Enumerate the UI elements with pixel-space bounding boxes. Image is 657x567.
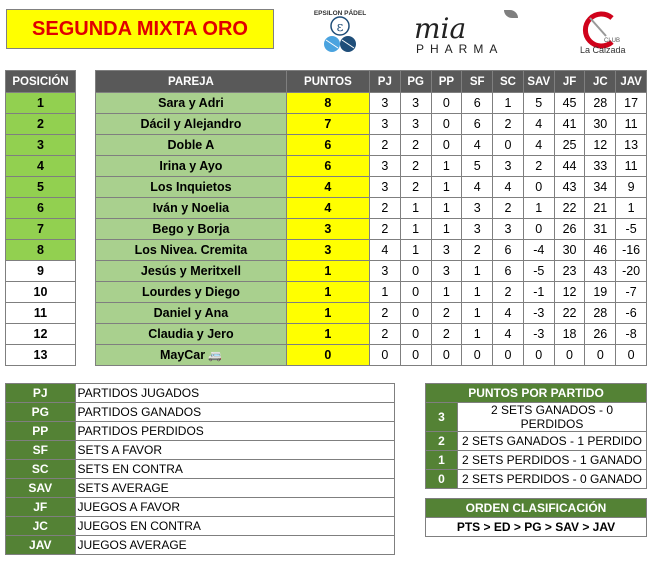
legend-value: JUEGOS EN CONTRA xyxy=(75,517,394,536)
stat-cell-jf: 25 xyxy=(554,135,585,156)
epsilon-logo-text: EPSILON PÁDEL xyxy=(313,10,367,17)
header-pp: PP xyxy=(431,71,462,93)
legend-key: PG xyxy=(6,403,76,422)
table-row xyxy=(96,324,647,345)
puntos-cell: 6 xyxy=(286,156,369,177)
stat-cell-pg: 1 xyxy=(400,240,431,261)
stat-cell-sc: 6 xyxy=(493,261,524,282)
puntos-por-partido-title: PUNTOS POR PARTIDO xyxy=(426,384,647,403)
legend-key: JC xyxy=(6,517,76,536)
stat-cell-pj: 1 xyxy=(369,282,400,303)
stat-cell-pg: 0 xyxy=(400,345,431,366)
pharma-logo-text: PHARMA xyxy=(416,42,504,56)
legend-row xyxy=(6,441,395,460)
pareja-cell: Sara y Adri xyxy=(96,93,287,114)
header-puntos: PUNTOS xyxy=(286,71,369,93)
stat-cell-pp: 1 xyxy=(431,177,462,198)
stat-cell-jf: 22 xyxy=(554,198,585,219)
calzada-logo-text: La Calzada xyxy=(580,45,626,55)
stat-cell-jc: 28 xyxy=(585,303,616,324)
pareja-cell: Los Inquietos xyxy=(96,177,287,198)
stat-cell-jav: -6 xyxy=(616,303,647,324)
stat-cell-jf: 44 xyxy=(554,156,585,177)
stat-cell-sav: 0 xyxy=(523,219,554,240)
stat-cell-jav: -5 xyxy=(616,219,647,240)
stat-cell-pg: 3 xyxy=(400,114,431,135)
stat-cell-sf: 6 xyxy=(462,93,493,114)
stat-cell-pp: 1 xyxy=(431,156,462,177)
calzada-club-text: CLUB xyxy=(604,38,621,44)
pareja-cell: Lourdes y Diego xyxy=(96,282,287,303)
stat-cell-sc: 0 xyxy=(493,135,524,156)
puntos-cell: 6 xyxy=(286,135,369,156)
stat-cell-pj: 3 xyxy=(369,93,400,114)
table-row xyxy=(96,261,647,282)
stat-cell-jav: 1 xyxy=(616,198,647,219)
header-pg: PG xyxy=(400,71,431,93)
stat-cell-jf: 18 xyxy=(554,324,585,345)
puntos-por-partido-table xyxy=(425,383,647,489)
legend-value: PARTIDOS GANADOS xyxy=(75,403,394,422)
stat-cell-sav: 4 xyxy=(523,114,554,135)
stat-cell-jc: 12 xyxy=(585,135,616,156)
pareja-cell: Jesús y Meritxell xyxy=(96,261,287,282)
legend-value: JUEGOS AVERAGE xyxy=(75,536,394,555)
position-cell: 9 xyxy=(6,261,76,282)
stat-cell-jav: -8 xyxy=(616,324,647,345)
puntos-row xyxy=(426,470,647,489)
puntos-cell: 7 xyxy=(286,114,369,135)
stat-cell-pg: 3 xyxy=(400,93,431,114)
legend-row xyxy=(6,498,395,517)
puntos-value: 2 SETS PERDIDOS - 1 GANADO xyxy=(458,451,647,470)
header-posicion: POSICIÓN xyxy=(6,71,76,93)
puntos-key: 1 xyxy=(426,451,458,470)
stat-cell-sc: 3 xyxy=(493,156,524,177)
puntos-row xyxy=(426,451,647,470)
stat-cell-jav: -20 xyxy=(616,261,647,282)
stat-cell-pg: 0 xyxy=(400,282,431,303)
pareja-cell: Los Nivea. Cremita xyxy=(96,240,287,261)
legend-value: JUEGOS A FAVOR xyxy=(75,498,394,517)
stat-cell-jf: 43 xyxy=(554,177,585,198)
legend-key: PP xyxy=(6,422,76,441)
header-pj: PJ xyxy=(369,71,400,93)
puntos-key: 2 xyxy=(426,432,458,451)
stat-cell-sf: 1 xyxy=(462,261,493,282)
pareja-cell: MayCar 🚐 xyxy=(96,345,287,366)
stat-cell-sc: 2 xyxy=(493,198,524,219)
stat-cell-jav: 11 xyxy=(616,114,647,135)
stat-cell-jf: 12 xyxy=(554,282,585,303)
pareja-cell: Dácil y Alejandro xyxy=(96,114,287,135)
puntos-value: 2 SETS GANADOS - 0 PERDIDOS xyxy=(458,403,647,432)
pareja-cell: Doble A xyxy=(96,135,287,156)
stat-cell-pp: 0 xyxy=(431,93,462,114)
stat-cell-jf: 26 xyxy=(554,219,585,240)
stat-cell-sc: 2 xyxy=(493,114,524,135)
stat-cell-pj: 3 xyxy=(369,156,400,177)
legend-row xyxy=(6,384,395,403)
header-sc: SC xyxy=(493,71,524,93)
puntos-cell: 1 xyxy=(286,303,369,324)
la-calzada-logo xyxy=(570,8,630,56)
table-row xyxy=(96,345,647,366)
header-pareja: PAREJA xyxy=(96,71,287,93)
stat-cell-sc: 0 xyxy=(493,345,524,366)
page-title: SEGUNDA MIXTA ORO xyxy=(6,9,274,49)
table-row xyxy=(96,303,647,324)
table-row xyxy=(96,156,647,177)
pareja-cell: Irina y Ayo xyxy=(96,156,287,177)
stat-cell-pp: 1 xyxy=(431,219,462,240)
stat-cell-sf: 5 xyxy=(462,156,493,177)
header-jf: JF xyxy=(554,71,585,93)
legend-key: SAV xyxy=(6,479,76,498)
legend-value: PARTIDOS JUGADOS xyxy=(75,384,394,403)
stat-cell-sf: 1 xyxy=(462,303,493,324)
stat-cell-sc: 6 xyxy=(493,240,524,261)
puntos-cell: 0 xyxy=(286,345,369,366)
pareja-cell: Bego y Borja xyxy=(96,219,287,240)
orden-clasificacion-title: ORDEN CLASIFICACIÓN xyxy=(426,499,647,518)
stat-cell-sav: 1 xyxy=(523,198,554,219)
stat-cell-jf: 23 xyxy=(554,261,585,282)
legend-row xyxy=(6,422,395,441)
stat-cell-jc: 28 xyxy=(585,93,616,114)
stat-cell-pg: 2 xyxy=(400,177,431,198)
stat-cell-jc: 19 xyxy=(585,282,616,303)
stat-cell-pp: 3 xyxy=(431,240,462,261)
stat-cell-jav: -16 xyxy=(616,240,647,261)
stat-cell-jc: 43 xyxy=(585,261,616,282)
pareja-cell: Iván y Noelia xyxy=(96,198,287,219)
puntos-cell: 1 xyxy=(286,324,369,345)
position-cell: 13 xyxy=(6,345,76,366)
stat-cell-jc: 34 xyxy=(585,177,616,198)
stat-cell-sc: 3 xyxy=(493,219,524,240)
stat-cell-sav: 5 xyxy=(523,93,554,114)
legend-row xyxy=(6,479,395,498)
puntos-cell: 3 xyxy=(286,240,369,261)
stat-cell-pp: 3 xyxy=(431,261,462,282)
stat-cell-sf: 3 xyxy=(462,198,493,219)
legend-row xyxy=(6,460,395,479)
stat-cell-jf: 22 xyxy=(554,303,585,324)
table-row xyxy=(96,198,647,219)
puntos-cell: 1 xyxy=(286,282,369,303)
stat-cell-pp: 1 xyxy=(431,198,462,219)
stat-cell-sf: 4 xyxy=(462,135,493,156)
table-row xyxy=(96,282,647,303)
stat-cell-jf: 30 xyxy=(554,240,585,261)
stat-cell-jav: 0 xyxy=(616,345,647,366)
stat-cell-jf: 41 xyxy=(554,114,585,135)
stat-cell-pg: 1 xyxy=(400,219,431,240)
table-row xyxy=(96,93,647,114)
stat-cell-jc: 0 xyxy=(585,345,616,366)
orden-clasificacion-value: PTS > ED > PG > SAV > JAV xyxy=(426,518,647,537)
stat-cell-sav: -1 xyxy=(523,282,554,303)
stat-cell-pj: 3 xyxy=(369,177,400,198)
stat-cell-sav: -3 xyxy=(523,303,554,324)
stat-cell-pj: 2 xyxy=(369,324,400,345)
header-sav: SAV xyxy=(523,71,554,93)
car-icon: 🚐 xyxy=(205,350,222,362)
puntos-value: 2 SETS PERDIDOS - 0 GANADO xyxy=(458,470,647,489)
stat-cell-pp: 1 xyxy=(431,282,462,303)
header-jc: JC xyxy=(585,71,616,93)
stat-cell-pj: 2 xyxy=(369,135,400,156)
puntos-row xyxy=(426,432,647,451)
legend-key: SC xyxy=(6,460,76,479)
stat-cell-pg: 2 xyxy=(400,156,431,177)
legend-value: SETS AVERAGE xyxy=(75,479,394,498)
stat-cell-pj: 2 xyxy=(369,219,400,240)
stat-cell-sav: 2 xyxy=(523,156,554,177)
legend-key: JF xyxy=(6,498,76,517)
puntos-cell: 4 xyxy=(286,177,369,198)
position-cell: 8 xyxy=(6,240,76,261)
stat-cell-sav: -5 xyxy=(523,261,554,282)
puntos-row xyxy=(426,403,647,432)
stat-cell-sf: 3 xyxy=(462,219,493,240)
stat-cell-pp: 2 xyxy=(431,303,462,324)
legend-key: SF xyxy=(6,441,76,460)
stat-cell-jav: 9 xyxy=(616,177,647,198)
legend-table xyxy=(5,383,395,555)
position-cell: 12 xyxy=(6,324,76,345)
header-jav: JAV xyxy=(616,71,647,93)
table-row xyxy=(96,135,647,156)
mia-pharma-logo xyxy=(404,8,554,58)
stat-cell-jav: 11 xyxy=(616,156,647,177)
stat-cell-sav: 0 xyxy=(523,177,554,198)
stat-cell-sf: 2 xyxy=(462,240,493,261)
stat-cell-jc: 26 xyxy=(585,324,616,345)
stat-cell-jav: 17 xyxy=(616,93,647,114)
stat-cell-sav: -3 xyxy=(523,324,554,345)
stat-cell-sav: -4 xyxy=(523,240,554,261)
legend-row xyxy=(6,517,395,536)
legend-value: PARTIDOS PERDIDOS xyxy=(75,422,394,441)
legend-row xyxy=(6,536,395,555)
stat-cell-pg: 0 xyxy=(400,261,431,282)
stat-cell-jc: 31 xyxy=(585,219,616,240)
stat-cell-sc: 4 xyxy=(493,177,524,198)
stat-cell-pg: 2 xyxy=(400,135,431,156)
mia-logo-script: mia xyxy=(414,12,467,45)
table-row xyxy=(96,177,647,198)
standings-table xyxy=(95,70,647,366)
epsilon-padel-logo xyxy=(312,4,368,56)
stat-cell-jc: 46 xyxy=(585,240,616,261)
position-cell: 5 xyxy=(6,177,76,198)
puntos-cell: 1 xyxy=(286,261,369,282)
stat-cell-sc: 4 xyxy=(493,303,524,324)
stat-cell-pj: 2 xyxy=(369,198,400,219)
stat-cell-sf: 6 xyxy=(462,114,493,135)
stat-cell-pp: 2 xyxy=(431,324,462,345)
position-cell: 3 xyxy=(6,135,76,156)
stat-cell-sf: 0 xyxy=(462,345,493,366)
stat-cell-jav: -7 xyxy=(616,282,647,303)
table-row xyxy=(96,240,647,261)
stat-cell-jav: 13 xyxy=(616,135,647,156)
position-cell: 4 xyxy=(6,156,76,177)
stat-cell-pp: 0 xyxy=(431,345,462,366)
stat-cell-sav: 0 xyxy=(523,345,554,366)
position-cell: 6 xyxy=(6,198,76,219)
stat-cell-jc: 33 xyxy=(585,156,616,177)
position-table xyxy=(5,70,76,366)
stat-cell-sav: 4 xyxy=(523,135,554,156)
position-cell: 1 xyxy=(6,93,76,114)
stat-cell-pg: 0 xyxy=(400,324,431,345)
legend-key: PJ xyxy=(6,384,76,403)
stat-cell-jf: 45 xyxy=(554,93,585,114)
stat-cell-pj: 3 xyxy=(369,261,400,282)
puntos-cell: 4 xyxy=(286,198,369,219)
stat-cell-sc: 2 xyxy=(493,282,524,303)
stat-cell-sc: 4 xyxy=(493,324,524,345)
stat-cell-pg: 0 xyxy=(400,303,431,324)
legend-key: JAV xyxy=(6,536,76,555)
svg-text:ε: ε xyxy=(336,20,344,35)
position-cell: 11 xyxy=(6,303,76,324)
stat-cell-sf: 1 xyxy=(462,324,493,345)
orden-clasificacion-table xyxy=(425,498,647,537)
puntos-key: 3 xyxy=(426,403,458,432)
puntos-value: 2 SETS GANADOS - 1 PERDIDO xyxy=(458,432,647,451)
table-row xyxy=(96,219,647,240)
leaf-icon xyxy=(504,10,518,18)
stat-cell-pp: 0 xyxy=(431,135,462,156)
stat-cell-pg: 1 xyxy=(400,198,431,219)
stat-cell-pj: 4 xyxy=(369,240,400,261)
stat-cell-jf: 0 xyxy=(554,345,585,366)
stat-cell-pp: 0 xyxy=(431,114,462,135)
puntos-cell: 8 xyxy=(286,93,369,114)
position-cell: 2 xyxy=(6,114,76,135)
pareja-cell: Daniel y Ana xyxy=(96,303,287,324)
stat-cell-pj: 0 xyxy=(369,345,400,366)
puntos-cell: 3 xyxy=(286,219,369,240)
position-cell: 10 xyxy=(6,282,76,303)
header-sf: SF xyxy=(462,71,493,93)
stat-cell-sf: 1 xyxy=(462,282,493,303)
stat-cell-jc: 21 xyxy=(585,198,616,219)
table-row xyxy=(96,114,647,135)
pareja-cell: Claudia y Jero xyxy=(96,324,287,345)
stat-cell-sf: 4 xyxy=(462,177,493,198)
stat-cell-pj: 3 xyxy=(369,114,400,135)
position-cell: 7 xyxy=(6,219,76,240)
stat-cell-pj: 2 xyxy=(369,303,400,324)
legend-row xyxy=(6,403,395,422)
legend-value: SETS A FAVOR xyxy=(75,441,394,460)
stat-cell-sc: 1 xyxy=(493,93,524,114)
puntos-key: 0 xyxy=(426,470,458,489)
stat-cell-jc: 30 xyxy=(585,114,616,135)
legend-value: SETS EN CONTRA xyxy=(75,460,394,479)
